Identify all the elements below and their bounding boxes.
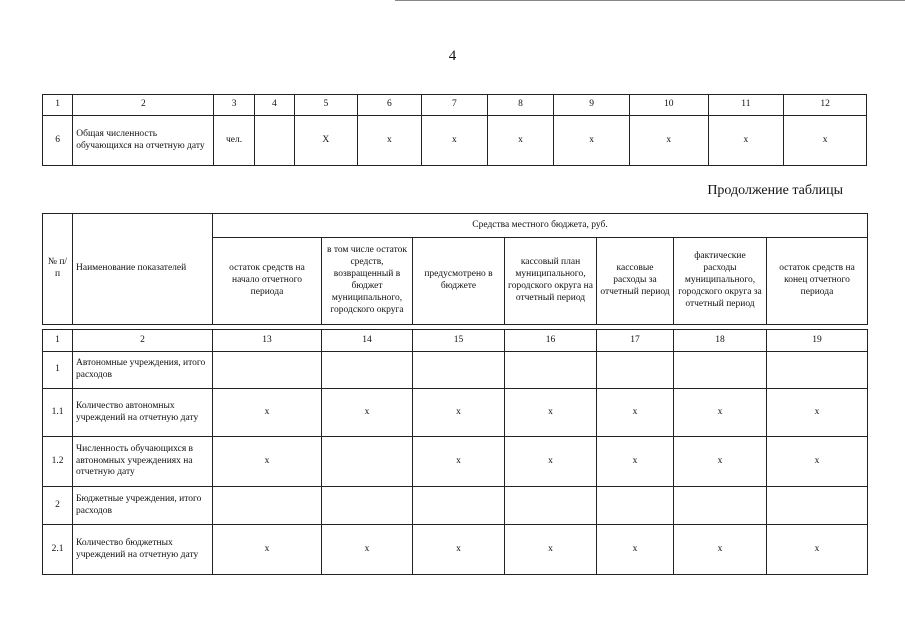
t1-h3: 3 bbox=[214, 95, 254, 116]
row-cell: х bbox=[413, 437, 505, 487]
sub-header-13: остаток средств на начало отчетного периода bbox=[213, 238, 322, 325]
row-cell bbox=[597, 487, 674, 525]
sub-header-15: предусмотрено в бюджете bbox=[413, 238, 505, 325]
t1-r1-c12: х bbox=[784, 116, 867, 166]
t1-h11: 11 bbox=[708, 95, 784, 116]
t1-r1-c5: Х bbox=[295, 116, 358, 166]
row-cell: х bbox=[597, 525, 674, 575]
row-name: Численность обучающихся в автономных учреждениях на отчетную дату bbox=[73, 437, 213, 487]
sub-header-14: в том числе остаток средств, возвращенный в бюджет муниципального, городского округа bbox=[322, 238, 413, 325]
row-cell bbox=[767, 487, 868, 525]
row-cell bbox=[322, 352, 413, 389]
row-cell bbox=[505, 487, 597, 525]
group-header-row bbox=[43, 214, 868, 238]
row-cell bbox=[213, 352, 322, 389]
row-cell: х bbox=[674, 437, 767, 487]
row-name: Количество автономных учреждений на отчетную дату bbox=[73, 389, 213, 437]
t1-r1-c3: чел. bbox=[214, 116, 254, 166]
row-num: 2.1 bbox=[43, 525, 73, 575]
row-name: Автономные учреждения, итого расходов bbox=[73, 352, 213, 389]
table-local-budget bbox=[42, 213, 868, 575]
t1-h4: 4 bbox=[254, 95, 294, 116]
row-cell: х bbox=[322, 389, 413, 437]
column-numbers-row bbox=[43, 330, 868, 352]
table-row bbox=[43, 525, 868, 575]
t1-h7: 7 bbox=[422, 95, 488, 116]
num-13: 13 bbox=[213, 330, 322, 352]
row-cell: х bbox=[674, 389, 767, 437]
t1-h1: 1 bbox=[43, 95, 73, 116]
t1-r1-c4 bbox=[254, 116, 294, 166]
t1-r1-c10: х bbox=[629, 116, 708, 166]
row-cell bbox=[767, 352, 868, 389]
row-cell: х bbox=[213, 525, 322, 575]
row-cell: х bbox=[505, 389, 597, 437]
table1-header-row bbox=[43, 95, 867, 116]
row-name: Количество бюджетных учреждений на отчетную дату bbox=[73, 525, 213, 575]
t1-h10: 10 bbox=[629, 95, 708, 116]
row-cell bbox=[413, 487, 505, 525]
row-cell: х bbox=[767, 389, 868, 437]
sub-header-19: остаток средств на конец отчетного периода bbox=[767, 238, 868, 325]
row-cell: х bbox=[505, 437, 597, 487]
group-header: Средства местного бюджета, руб. bbox=[213, 214, 868, 238]
t1-r1-c11: х bbox=[708, 116, 784, 166]
t1-h9: 9 bbox=[554, 95, 630, 116]
sub-header-16: кассовый план муниципального, городского округа на отчетный период bbox=[505, 238, 597, 325]
row-cell bbox=[674, 487, 767, 525]
t1-r1-c1: 6 bbox=[43, 116, 73, 166]
row-cell bbox=[674, 352, 767, 389]
table-row bbox=[43, 487, 868, 525]
row-cell bbox=[597, 352, 674, 389]
page-number: 4 bbox=[448, 48, 457, 64]
num-17: 17 bbox=[597, 330, 674, 352]
num-19: 19 bbox=[767, 330, 868, 352]
t1-h12: 12 bbox=[784, 95, 867, 116]
row-cell bbox=[322, 487, 413, 525]
t1-r1-c9: х bbox=[554, 116, 630, 166]
sub-header-17: кассовые расходы за отчетный период bbox=[597, 238, 674, 325]
table-row bbox=[43, 116, 867, 166]
sub-header-18: фактические расходы муниципального, городского округа за отчетный период bbox=[674, 238, 767, 325]
row-num: 1.1 bbox=[43, 389, 73, 437]
row-num: 1 bbox=[43, 352, 73, 389]
row-name: Бюджетные учреждения, итого расходов bbox=[73, 487, 213, 525]
row-cell bbox=[213, 487, 322, 525]
col-num-header: № п/п bbox=[43, 214, 73, 325]
table-row bbox=[43, 437, 868, 487]
row-cell bbox=[413, 352, 505, 389]
top-rule bbox=[395, 0, 905, 1]
t1-r1-c6: х bbox=[357, 116, 422, 166]
num-18: 18 bbox=[674, 330, 767, 352]
row-num: 1.2 bbox=[43, 437, 73, 487]
t1-h2: 2 bbox=[73, 95, 214, 116]
row-cell: х bbox=[413, 389, 505, 437]
row-num: 2 bbox=[43, 487, 73, 525]
num-14: 14 bbox=[322, 330, 413, 352]
table-row bbox=[43, 352, 868, 389]
num-1: 1 bbox=[43, 330, 73, 352]
row-cell: х bbox=[767, 525, 868, 575]
num-15: 15 bbox=[413, 330, 505, 352]
row-cell: х bbox=[597, 437, 674, 487]
num-16: 16 bbox=[505, 330, 597, 352]
num-2: 2 bbox=[73, 330, 213, 352]
row-cell: х bbox=[213, 389, 322, 437]
t1-h8: 8 bbox=[487, 95, 554, 116]
t1-r1-c7: х bbox=[422, 116, 488, 166]
table-continued-part bbox=[42, 94, 867, 166]
row-cell: х bbox=[322, 525, 413, 575]
t1-r1-c8: х bbox=[487, 116, 554, 166]
row-cell bbox=[505, 352, 597, 389]
table-row bbox=[43, 389, 868, 437]
row-cell: х bbox=[597, 389, 674, 437]
t1-h6: 6 bbox=[357, 95, 422, 116]
row-cell: х bbox=[674, 525, 767, 575]
t1-h5: 5 bbox=[295, 95, 358, 116]
row-cell: х bbox=[767, 437, 868, 487]
t1-r1-c2: Общая численность обучающихся на отчетную дату bbox=[73, 116, 214, 166]
row-cell: х bbox=[505, 525, 597, 575]
continuation-label: Продолжение таблицы bbox=[707, 183, 843, 198]
row-cell: х bbox=[213, 437, 322, 487]
row-cell bbox=[322, 437, 413, 487]
row-cell: х bbox=[413, 525, 505, 575]
col-name-header: Наименование показателей bbox=[73, 214, 213, 325]
